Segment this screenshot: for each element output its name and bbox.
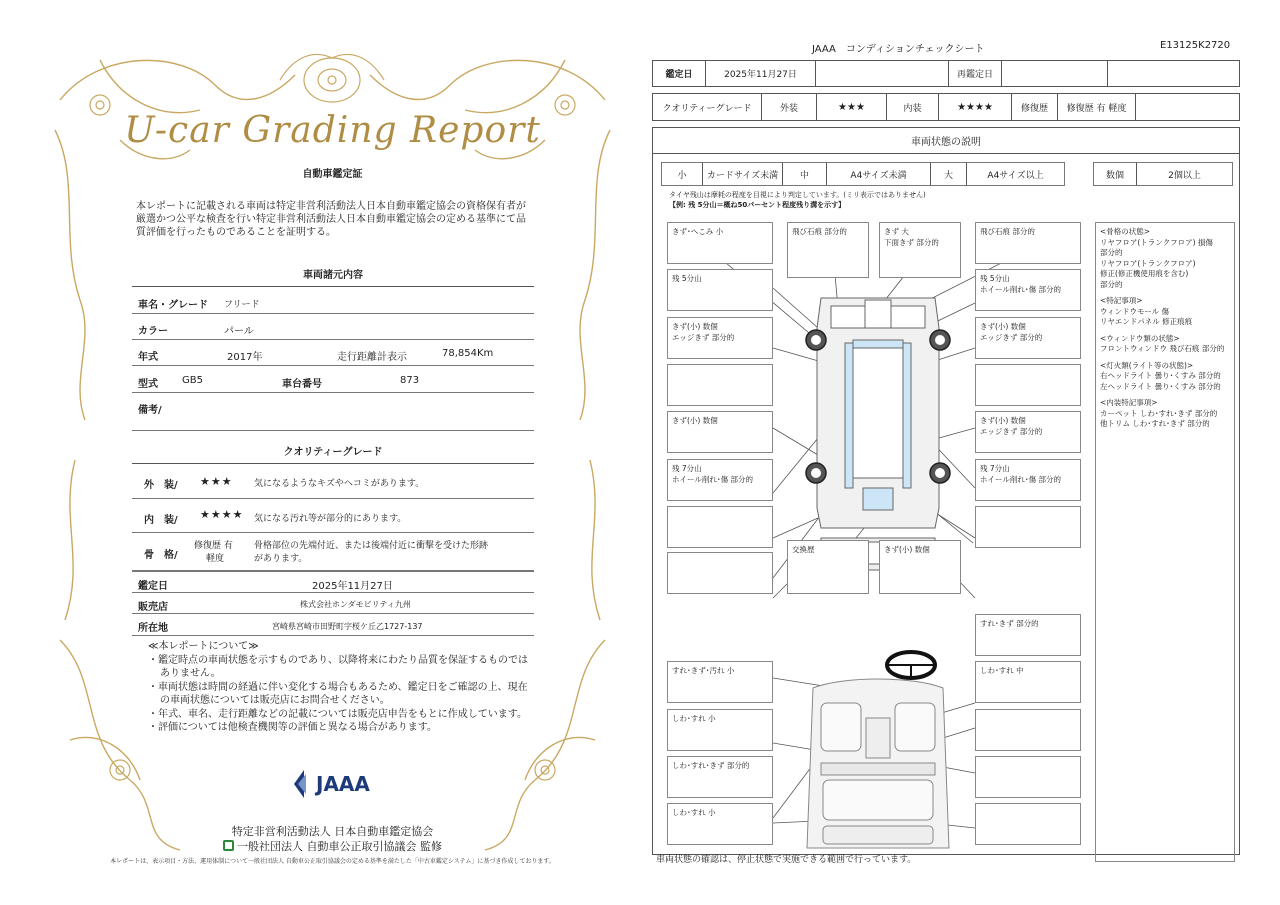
- date-label: 鑑定日: [138, 581, 168, 592]
- slot-tire-rear-right: [975, 459, 1081, 501]
- date-row-blank: [815, 61, 948, 86]
- legend-large-desc: A4サイズ以上: [966, 163, 1064, 185]
- exterior-text: 気になるようなキズやヘコミがあります。: [254, 479, 425, 489]
- slot-passenger-seat: しわ･すれ 小: [667, 709, 773, 751]
- note-group-frame: [1100, 227, 1230, 290]
- qg-label: クオリティーグレード: [662, 103, 752, 114]
- slot-tire-rear-right-line-2: ホイール削れ･傷 部分的: [980, 475, 1061, 484]
- slot-tire-front-right-line-1: 残 5分山: [980, 274, 1010, 283]
- intro-text: 本レポートに記載される車両は特定非営利活動法人日本自動車鑑定協会の資格保有者が厳選かつ公平な検査を行い特定非営利活動法人日本自動車鑑定協会の定める基準にて品質評価を行ったものであることを証明する。: [136, 201, 526, 238]
- int-label: 内装: [886, 94, 938, 120]
- dealer-label: 販売店: [138, 602, 168, 613]
- date-value: 2025年11月27日: [312, 581, 393, 592]
- row-year: [132, 340, 534, 366]
- legend-count: 数個: [1105, 170, 1124, 181]
- slot-cargo: [975, 803, 1081, 845]
- slot-steering: すれ･きず 部分的: [975, 614, 1081, 656]
- slot-rear-left: [667, 552, 773, 594]
- slot-left-fender: [667, 317, 773, 359]
- slot-front-bumper-line-1: きず 大: [884, 227, 909, 236]
- redate-value: [1001, 61, 1107, 86]
- legend-medium: 中: [782, 163, 826, 185]
- row-exterior: [132, 465, 534, 499]
- slot-left-rear-quarter: [667, 506, 773, 548]
- ext-label: 外装: [761, 94, 816, 120]
- address-value: 宮崎県宮崎市田野町字桜ケ丘乙1727-137: [272, 622, 423, 631]
- slot-hood: 飛び石痕 部分的: [787, 222, 869, 278]
- sheet-id: E13125K2720: [1160, 40, 1231, 51]
- rep-label: 修復歴: [1011, 94, 1057, 120]
- exterior-label: 外 装/: [144, 480, 178, 491]
- quality-row-blank: [1135, 94, 1241, 120]
- frame-value-1: 修復歴 有: [194, 541, 233, 551]
- row-frame: [132, 533, 534, 571]
- color-label: カラー: [138, 326, 168, 337]
- note-item: ・鑑定時点の車両状態を示すものであり、以降将来にわたり品質を保証するものではありません。: [148, 654, 528, 679]
- slot-left-fender-line-2: エッジきず 部分的: [672, 333, 735, 342]
- note-line: <内装特記事項>: [1100, 398, 1158, 407]
- slot-right-rear-door-line-2: エッジきず 部分的: [980, 427, 1043, 436]
- slot-right-rear-quarter: [975, 506, 1081, 548]
- frame-text-2: があります。: [254, 554, 308, 564]
- slot-right-fender: [975, 317, 1081, 359]
- note-line: カーペット しわ･すれ･きず 部分的: [1100, 408, 1218, 418]
- tire-note-2: 【例: 残 5分山＝概ね50パーセント程度残り溝を示す】: [669, 201, 846, 209]
- certificate-title: 自動車鑑定証: [302, 169, 363, 180]
- report-title: U-car Grading Report: [124, 110, 541, 151]
- description-section: [652, 127, 1240, 855]
- row-interior: [132, 499, 534, 533]
- slot-rear-bumper: きず(小) 数個: [879, 540, 961, 594]
- notes-heading: ≪本レポートについて≫: [148, 641, 259, 652]
- name-label: 車名・グレード: [138, 300, 208, 311]
- row-model: [132, 366, 534, 393]
- org-name-2-text: 一般社団法人 自動車公正取引協議会 監修: [237, 840, 442, 853]
- note-group-lights: [1100, 361, 1230, 393]
- note-item: ・車両状態は時間の経過に伴い変化する場合もあるため、鑑定日をご確認の上、現在の車両状態については販売店にお問合せください。: [148, 681, 528, 706]
- name-value: フリード: [224, 300, 260, 310]
- slot-tire-front-right-line-2: ホイール削れ･傷 部分的: [980, 285, 1061, 294]
- note-item: ・年式、車名、走行距離などの記載については販売店申告をもとに作成しています。: [148, 708, 527, 720]
- quality-row: [652, 93, 1240, 121]
- model-label: 型式: [138, 379, 158, 390]
- slot-right-fender-line-1: きず(小) 数個: [980, 322, 1026, 331]
- slot-third-row: しわ･すれ 小: [667, 803, 773, 845]
- slot-center-console: [975, 709, 1081, 751]
- model-value: GB5: [182, 375, 203, 386]
- note-line: 修正(修正機使用痕を含む): [1100, 269, 1189, 278]
- slot-front-bumper-line-2: 下面きず 部分的: [884, 238, 939, 247]
- slot-dashboard: すれ･きず･汚れ 小: [667, 661, 773, 703]
- legend-medium-desc: A4サイズ未満: [826, 163, 930, 185]
- slot-tire-rear-left: [667, 459, 773, 501]
- org-name-1: 特定非営利活動法人 日本自動車鑑定協会: [231, 825, 434, 838]
- slot-tire-rear-right-line-1: 残 7分山: [980, 464, 1010, 473]
- legend-count-desc: 2個以上: [1136, 163, 1232, 185]
- bottom-note: 車両状態の確認は、停止状態で実施できる範囲で行っています。: [656, 855, 917, 865]
- desc-heading: 車両状態の説明: [653, 128, 1239, 154]
- odometer-value: 78,854Km: [442, 348, 494, 359]
- slot-tire-rear-left-line-1: 残 7分山: [672, 464, 702, 473]
- chassis-label: 車台番号: [282, 379, 322, 390]
- report-notes: [148, 640, 528, 735]
- note-line: フロントウィンドウ 飛び石痕 部分的: [1100, 344, 1225, 353]
- redate-label: 再鑑定日: [948, 61, 1001, 86]
- color-value: パール: [224, 326, 254, 337]
- slot-left-front-door: [667, 364, 773, 406]
- slot-right-rear-door-line-1: きず(小) 数個: [980, 416, 1026, 425]
- slot-driver-seat: しわ･すれ 中: [975, 661, 1081, 703]
- row-name: [132, 288, 534, 314]
- jaaa-logo-text: JAAA: [316, 772, 370, 796]
- slot-tire-front-left: 残 5分山: [667, 269, 773, 311]
- frame-value-2: 軽度: [206, 554, 225, 564]
- interior-text: 気になる汚れ等が部分的にあります。: [254, 514, 407, 524]
- note-line: ウィンドウモール 傷: [1100, 306, 1169, 316]
- row-dealer: [132, 593, 534, 614]
- note-line: 左ヘッドライト 曇り･くすみ 部分的: [1100, 381, 1221, 391]
- ext-stars: ★★★: [816, 94, 886, 120]
- slot-rear-seat-right: [975, 756, 1081, 798]
- frame-text-1: 骨格部位の先端付近、または後端付近に衝撃を受けた形跡: [254, 541, 489, 551]
- frame-label: 骨 格/: [144, 550, 178, 561]
- note-line: リヤエンドパネル 修正痕痕: [1100, 317, 1193, 326]
- exterior-stars: ★★★: [200, 475, 233, 488]
- dealer-value: 株式会社ホンダモビリティ九州: [300, 600, 411, 609]
- spec-heading: 車両諸元内容: [132, 266, 534, 287]
- note-group-interior: [1100, 398, 1230, 430]
- slot-left-fender-line-1: きず(小) 数個: [672, 322, 718, 331]
- remarks-label: 備考/: [138, 405, 162, 416]
- note-line: 部分的: [1100, 248, 1123, 257]
- condition-notes: [1095, 222, 1235, 862]
- note-line: 右ヘッドライト 曇り･くすみ 部分的: [1100, 371, 1221, 380]
- grading-report: [40, 40, 625, 870]
- address-label: 所在地: [138, 623, 168, 634]
- slot-left-rear-door: きず(小) 数個: [667, 411, 773, 453]
- tire-note-1: タイヤ残山は摩耗の程度を目視により判定しています。(ミリ表示ではありません): [669, 191, 926, 199]
- int-stars: ★★★★: [938, 94, 1011, 120]
- date-row: [652, 60, 1240, 87]
- legend-small-desc: カードサイズ未満: [702, 163, 782, 185]
- note-line: <灯火類(ライト等の状態)>: [1100, 360, 1194, 370]
- note-item: ・評価については他検査機関等の評価と異なる場合があります。: [148, 722, 437, 733]
- footnote: 本レポートは、表示項目・方法、運用体制について一般社団法人 自動車公正取引協議会の定める基準を満たした「中古車鑑定システム」に基づき作成しております。: [110, 858, 555, 865]
- org-name-2: [40, 838, 625, 854]
- quality-heading: クオリティーグレード: [132, 443, 534, 464]
- year-label: 年式: [138, 352, 158, 363]
- interior-label: 内 装/: [144, 515, 178, 526]
- slot-front-right: 飛び石痕 部分的: [975, 222, 1081, 264]
- date-row-blank-2: [1107, 61, 1241, 86]
- slot-right-rear-door: [975, 411, 1081, 453]
- note-line: 部分的: [1100, 279, 1123, 289]
- row-color: [132, 314, 534, 340]
- rep-value: 修復歴 有 軽度: [1057, 94, 1135, 120]
- fair-trade-mark-icon: [223, 840, 234, 851]
- sheet-date-value: 2025年11月27日: [705, 61, 815, 86]
- row-remarks: [132, 393, 534, 431]
- slot-tire-front-right: [975, 269, 1081, 311]
- note-group-window: [1100, 334, 1230, 355]
- condition-check-sheet: [652, 35, 1240, 870]
- sheet-date-label: 鑑定日: [665, 70, 693, 80]
- slot-right-front-door: [975, 364, 1081, 406]
- odometer-label: 走行距離計表示: [337, 352, 407, 363]
- note-line: <特記事項>: [1100, 296, 1143, 305]
- sheet-title: JAAA コンディションチェックシート: [812, 44, 985, 55]
- legend-large: 大: [930, 163, 966, 185]
- note-group-special: [1100, 296, 1230, 328]
- note-line: <ウィンドウ類の状態>: [1100, 333, 1180, 343]
- note-line: リヤフロア(トランクフロア) 損傷: [1100, 237, 1213, 247]
- note-line: 他トリム しわ･すれ･きず 部分的: [1100, 419, 1210, 428]
- row-date: [132, 571, 534, 593]
- legend-small: 小: [677, 170, 687, 181]
- slot-front-bumper: [879, 222, 961, 278]
- slot-right-fender-line-2: エッジきず 部分的: [980, 333, 1043, 342]
- interior-stars: ★★★★: [200, 508, 244, 521]
- note-line: リヤフロア(トランクフロア): [1100, 258, 1196, 268]
- year-value: 2017年: [227, 352, 263, 363]
- slot-tire-rear-left-line-2: ホイール削れ･傷 部分的: [672, 475, 753, 484]
- slot-rear-panel: 交換歴: [787, 540, 869, 594]
- note-line: <骨格の状態>: [1100, 227, 1151, 236]
- slot-front-left: きず･へこみ 小: [667, 222, 773, 264]
- row-address: [132, 614, 534, 636]
- jaaa-logo: [292, 768, 382, 800]
- slot-rear-seat: しわ･すれ･きず 部分的: [667, 756, 773, 798]
- chassis-value: 873: [400, 375, 420, 386]
